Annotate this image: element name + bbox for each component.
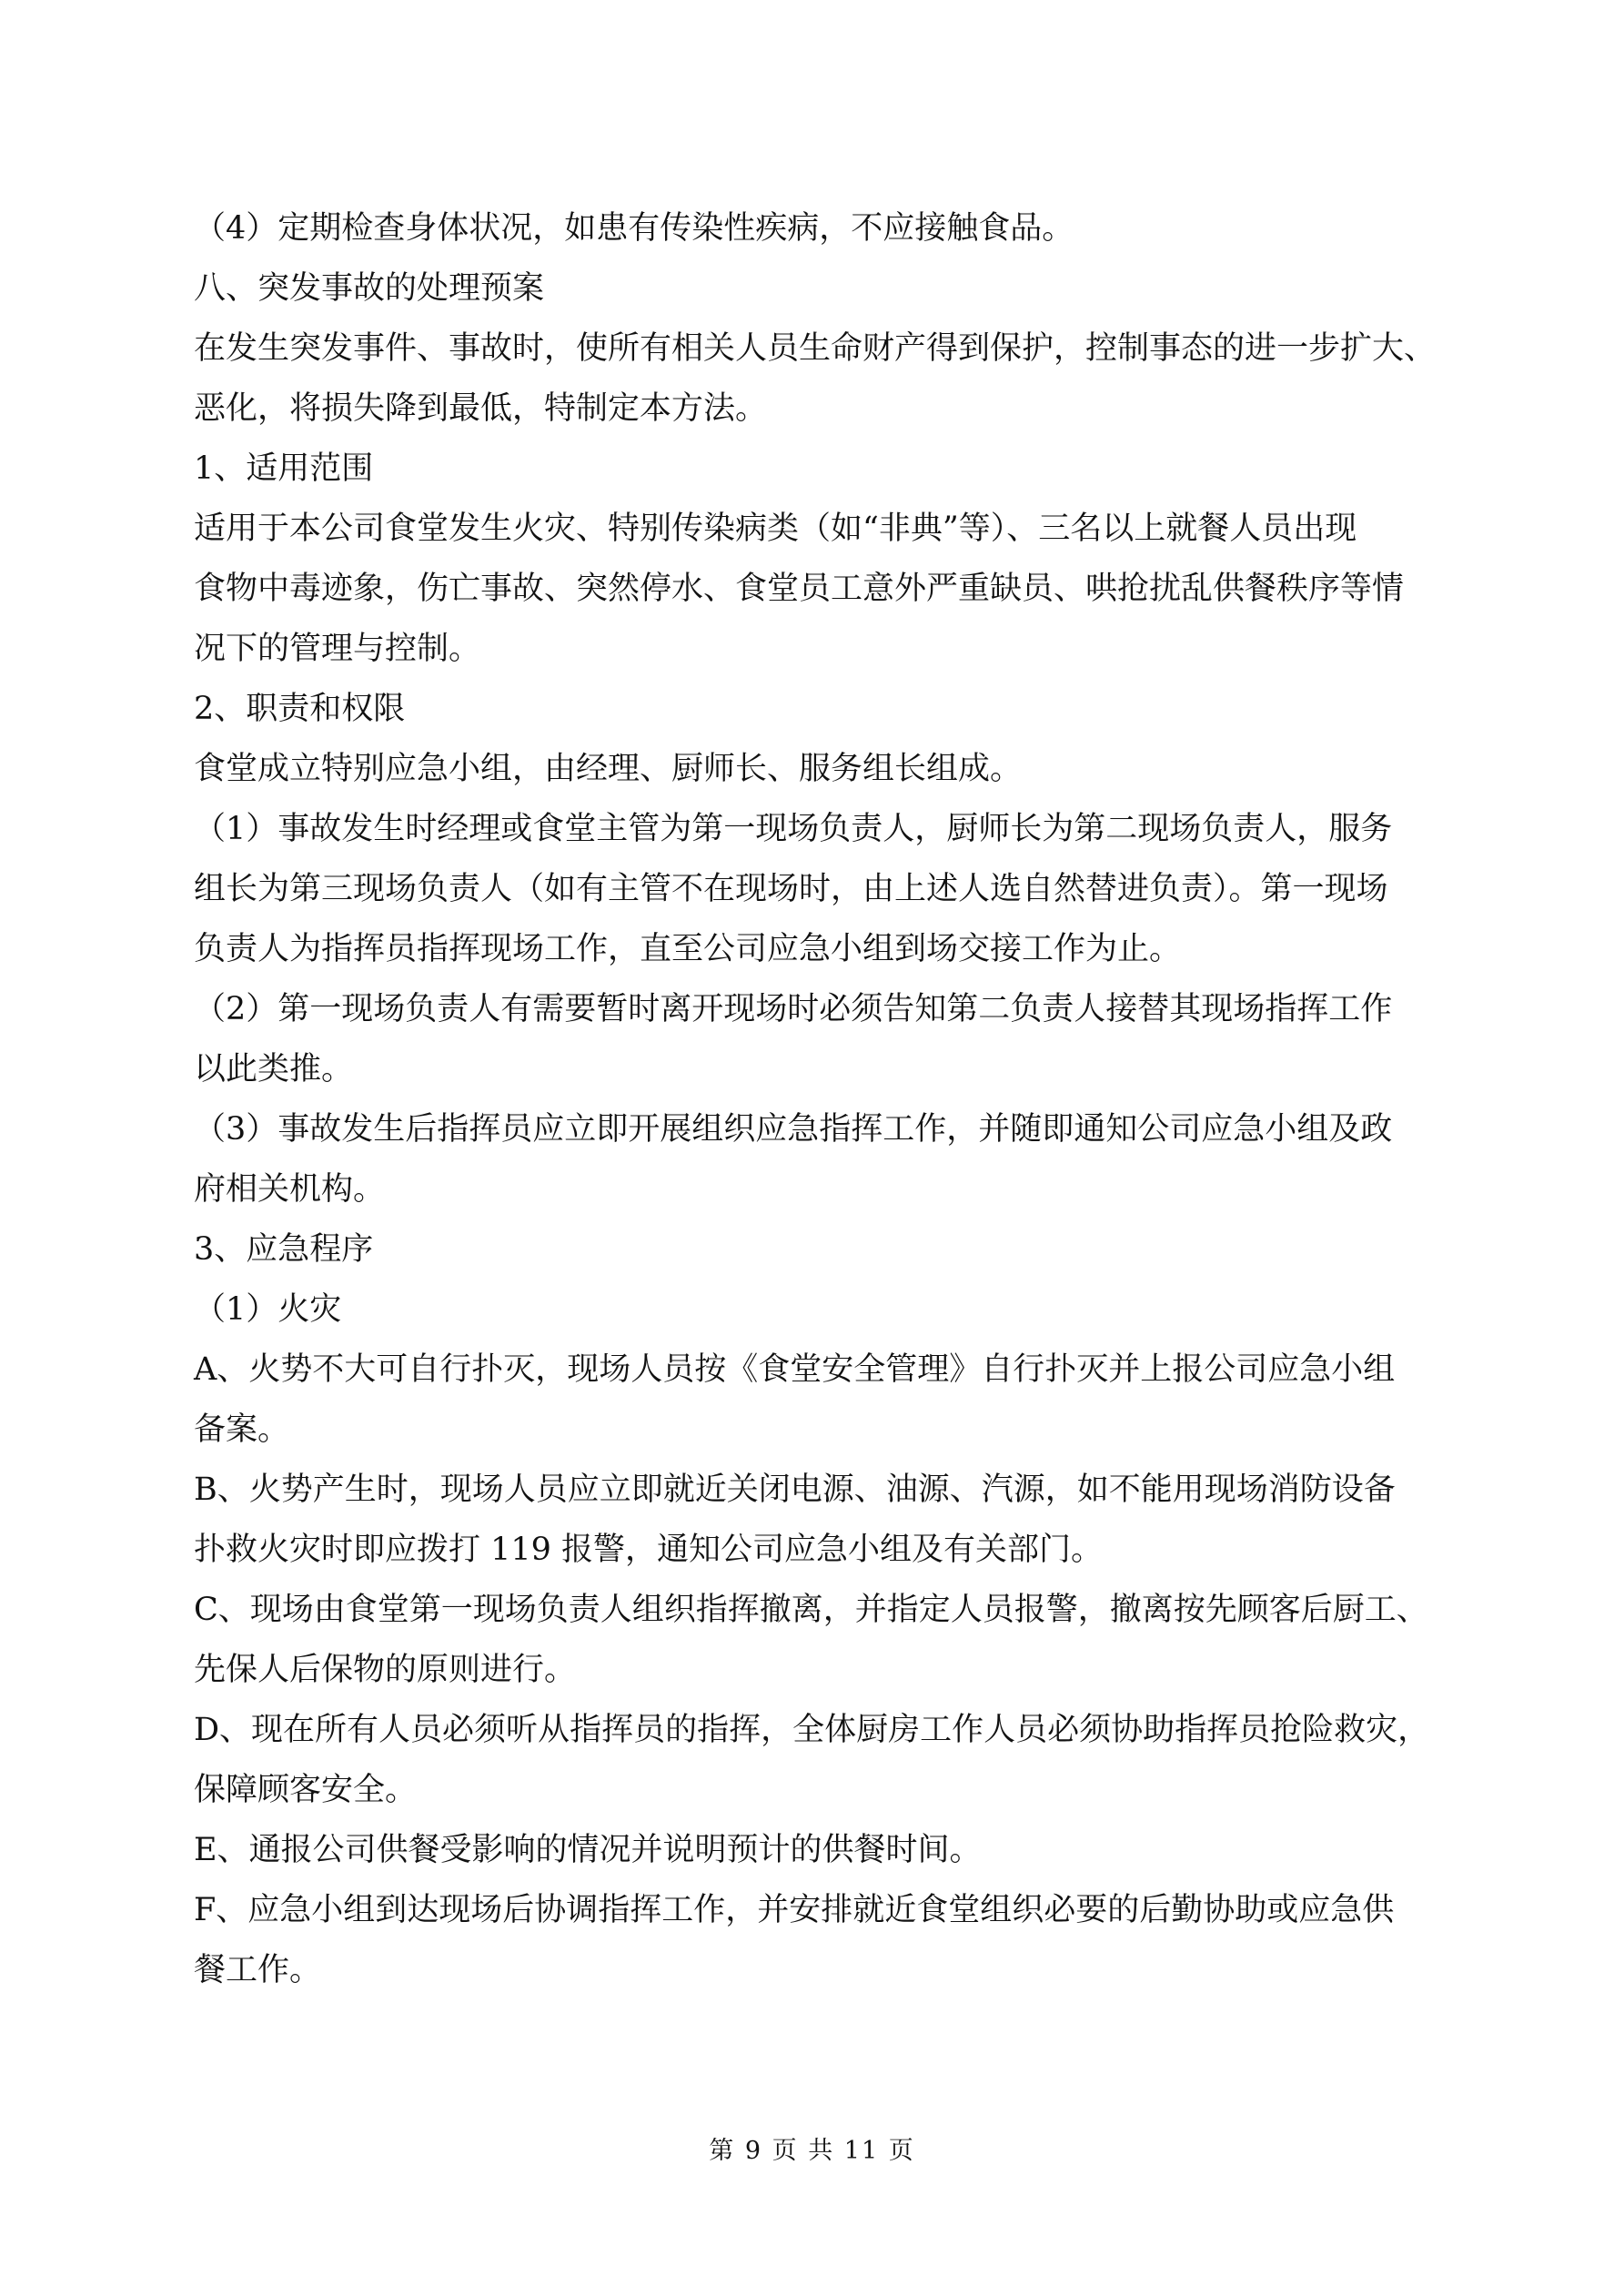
body-line: 组长为第三现场负责人（如有主管不在现场时，由上述人选自然替进负责）。第一现场 xyxy=(194,871,1388,907)
body-line: 先保人后保物的原则进行。 xyxy=(194,1652,577,1688)
body-line: （1）事故发生时经理或食堂主管为第一现场负责人，厨师长为第二现场负责人，服务 xyxy=(194,811,1393,847)
body-line: A、火势不大可自行扑灭，现场人员按《食堂安全管理》自行扑灭并上报公司应急小组 xyxy=(194,1351,1396,1388)
body-line: 负责人为指挥员指挥现场工作，直至公司应急小组到场交接工作为止。 xyxy=(194,931,1182,967)
subsection-heading: 1、适用范围 xyxy=(194,450,374,487)
body-line: （1）火灾 xyxy=(194,1291,342,1328)
body-line: （4）定期检查身体状况，如患有传染性疾病，不应接触食品。 xyxy=(194,210,1074,247)
body-line: 食堂成立特别应急小组，由经理、厨师长、服务组长组成。 xyxy=(194,751,1023,787)
subsection-heading: 3、应急程序 xyxy=(194,1231,374,1268)
body-line: 扑救火灾时即应拨打 119 报警，通知公司应急小组及有关部门。 xyxy=(194,1532,1104,1568)
body-line: B、火势产生时，现场人员应立即就近关闭电源、油源、汽源，如不能用现场消防设备 xyxy=(194,1472,1396,1508)
body-line: 食物中毒迹象，伤亡事故、突然停水、食堂员工意外严重缺员、哄抢扰乱供餐秩序等情 xyxy=(194,571,1405,607)
body-line: 在发生突发事件、事故时，使所有相关人员生命财产得到保护，控制事态的进一步扩大、 xyxy=(194,330,1437,367)
page-number-footer: 第 9 页 共 11 页 xyxy=(709,2137,915,2165)
body-line: 况下的管理与控制。 xyxy=(194,631,481,667)
document-body xyxy=(194,198,1449,2000)
subsection-heading: 2、职责和权限 xyxy=(194,691,406,727)
body-line: E、通报公司供餐受影响的情况并说明预计的供餐时间。 xyxy=(194,1832,982,1868)
body-line: 保障顾客安全。 xyxy=(194,1772,418,1808)
body-line: （3）事故发生后指挥员应立即开展组织应急指挥工作，并随即通知公司应急小组及政 xyxy=(194,1111,1393,1148)
body-line: 备案。 xyxy=(194,1411,290,1448)
section-heading: 八、突发事故的处理预案 xyxy=(194,270,545,307)
body-line: 府相关机构。 xyxy=(194,1171,386,1208)
body-line: C、现场由食堂第一现场负责人组织指挥撤离，并指定人员报警，撤离按先顾客后厨工、 xyxy=(194,1592,1428,1628)
body-line: 餐工作。 xyxy=(194,1952,322,1988)
body-line: D、现在所有人员必须听从指挥员的指挥，全体厨房工作人员必须协助指挥员抢险救灾， xyxy=(194,1712,1430,1748)
body-line: （2）第一现场负责人有需要暂时离开现场时必须告知第二负责人接替其现场指挥工作 xyxy=(194,991,1393,1027)
body-line: F、应急小组到达现场后协调指挥工作，并安排就近食堂组织必要的后勤协助或应急供 xyxy=(194,1892,1395,1928)
body-line: 恶化，将损失降到最低，特制定本方法。 xyxy=(194,390,768,427)
body-line: 适用于本公司食堂发生火灾、特别传染病类（如“非典”等）、三名以上就餐人员出现 xyxy=(194,511,1357,547)
body-line: 以此类推。 xyxy=(194,1051,354,1087)
